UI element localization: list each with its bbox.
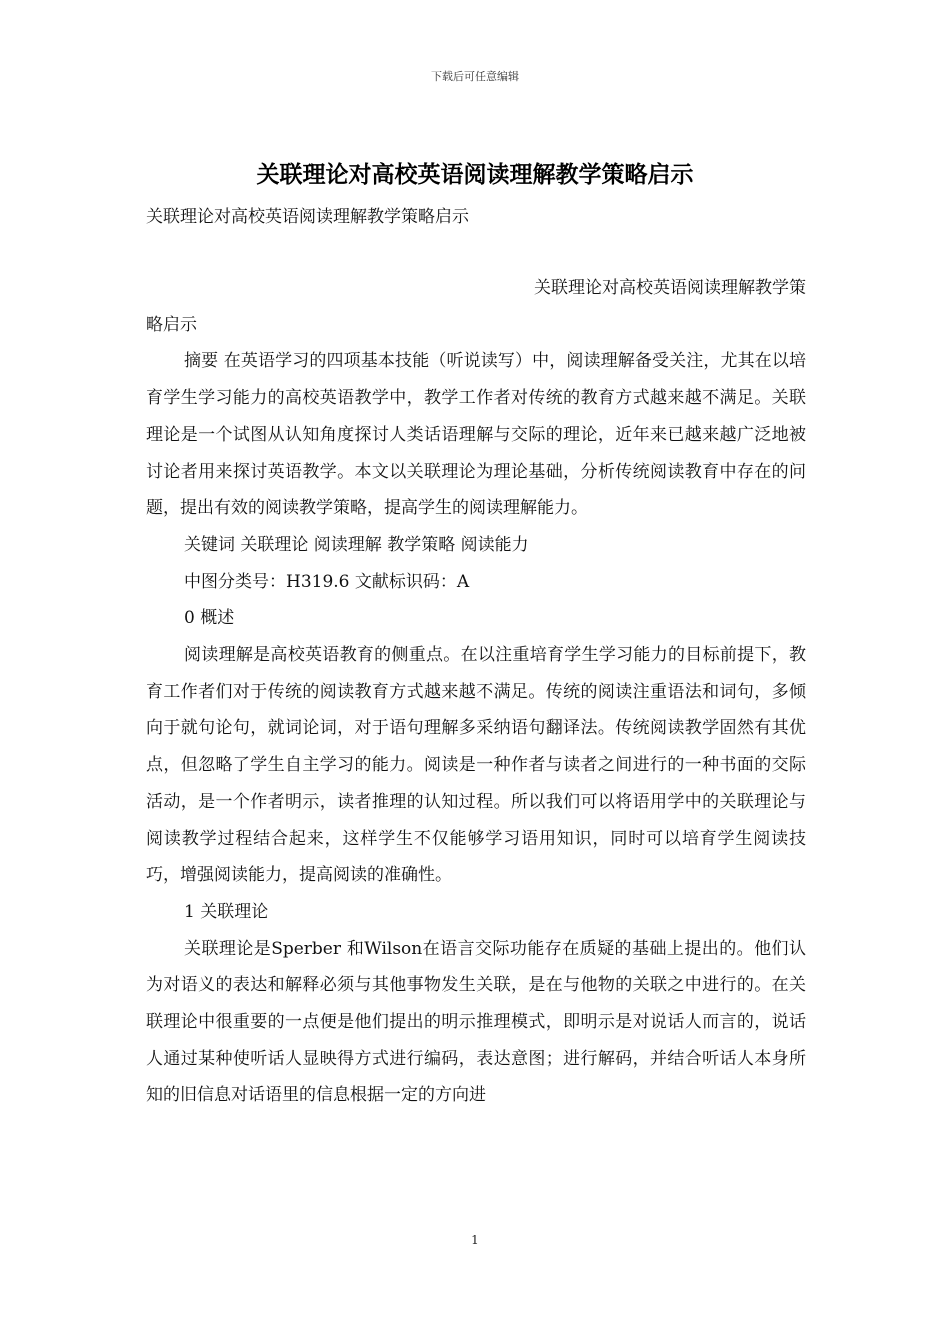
classification-line: 中图分类号：H319.6 文献标识码：A [184,571,470,592]
relevance-theory-paragraph: 关联理论是Sperber 和Wilson在语言交际功能存在质疑的基础上提出的。他们认为对语义的表达和解释必须与其他事物发生关联，是在与他物的关联之中进行的。在关联理论中很重要的一点便是他们提出的明示推理模式，即明示是对说话人而言的，说话人通过某种使听话人显映得方式进行编码，表达意图；进行解码，并结合听话人本身所知的旧信息对话语里的信息根据一定的方向进 [146,938,806,1106]
page-header: 下载后可任意编辑 [431,70,519,83]
page-number: 1 [471,1233,479,1247]
keywords-line: 关键词 关联理论 阅读理解 教学策略 阅读能力 [184,534,529,555]
section-heading-overview: 0 概述 [184,608,235,629]
repeat-title-continuation: 略启示 [146,314,197,335]
abstract-paragraph: 摘要 在英语学习的四项基本技能（听说读写）中，阅读理解备受关注，尤其在以培育学生学习能力的高校英语教学中，教学工作者对传统的教育方式越来越不满足。关联理论是一个试图从认知角度探讨人类话语理解与交际的理论，近年来已越来越广泛地被讨论者用来探讨英语教学。本文以关联理论为理论基础，分析传统阅读教育中存在的问题，提出有效的阅读教学策略，提高学生的阅读理解能力。 [146,351,806,519]
section-heading-relevance-theory: 1 关联理论 [184,901,269,922]
repeat-title-line: 关联理论对高校英语阅读理解教学策 [534,278,806,298]
document-title: 关联理论对高校英语阅读理解教学策略启示 [256,161,694,188]
overview-paragraph: 阅读理解是高校英语教育的侧重点。在以注重培育学生学习能力的目标前提下，教育工作者们对于传统的阅读教育方式越来越不满足。传统的阅读注重语法和词句，多倾向于就句论句，就词论词，对于语句理解多采纳语句翻译法。传统阅读教学固然有其优点，但忽略了学生自主学习的能力。阅读是一种作者与读者之间进行的一种书面的交际活动，是一个作者明示，读者推理的认知过程。所以我们可以将语用学中的关联理论与阅读教学过程结合起来，这样学生不仅能够学习语用知识，同时可以培育学生阅读技巧，增强阅读能力，提高阅读的准确性。 [146,645,806,886]
document-subtitle: 关联理论对高校英语阅读理解教学策略启示 [146,207,469,227]
document-body [146,270,806,1114]
